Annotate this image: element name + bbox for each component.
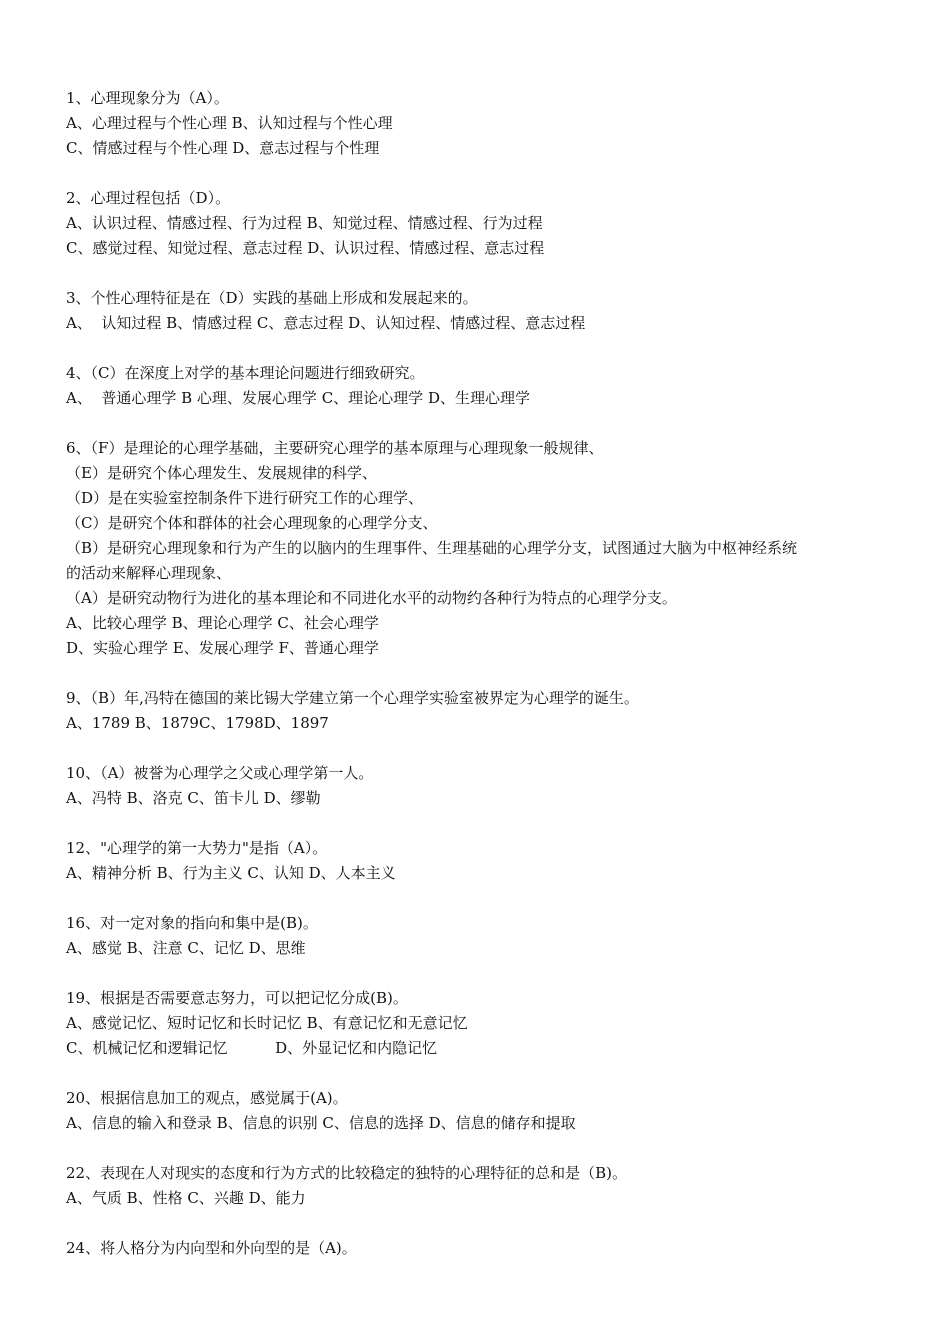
question-option-line: A、气质 B、性格 C、兴趣 D、能力 <box>66 1189 306 1207</box>
question-option-line: C、情感过程与个性心理 D、意志过程与个性理 <box>66 139 380 157</box>
document-page <box>66 86 896 1286</box>
question-block <box>66 911 896 961</box>
question-block <box>66 1236 896 1261</box>
question-option-line: A、比较心理学 B、理论心理学 C、社会心理学 <box>66 614 379 632</box>
question-stem: 24、将人格分为内向型和外向型的是（A)。 <box>66 1239 357 1257</box>
question-stem: 10、（A）被誉为心理学之父或心理学第一人。 <box>66 764 374 782</box>
question-block <box>66 286 896 336</box>
question-option-line: C、机械记忆和逻辑记忆 D、外显记忆和内隐记忆 <box>66 1039 438 1057</box>
question-block <box>66 1086 896 1136</box>
question-option-line: C、感觉过程、知觉过程、意志过程 D、认识过程、情感过程、意志过程 <box>66 239 545 257</box>
question-option-line: （A）是研究动物行为进化的基本理论和不同进化水平的动物约各种行为特点的心理学分支。 <box>66 589 677 607</box>
question-option-line: D、实验心理学 E、发展心理学 F、普通心理学 <box>66 639 379 657</box>
question-option-line: A、感觉 B、注意 C、记忆 D、思维 <box>66 939 306 957</box>
question-stem: 6、（F）是理论的心理学基础，主要研究心理学的基本原理与心理现象一般规律、 <box>66 439 604 457</box>
question-block <box>66 686 896 736</box>
question-option-line: （D）是在实验室控制条件下进行研究工作的心理学、 <box>66 489 424 507</box>
question-stem: 16、对一定对象的指向和集中是(B)。 <box>66 914 318 932</box>
question-option-line: A、信息的输入和登录 B、信息的识别 C、信息的选择 D、信息的储存和提取 <box>66 1114 576 1132</box>
question-block <box>66 986 896 1061</box>
question-block <box>66 836 896 886</box>
question-stem: 22、表现在人对现实的态度和行为方式的比较稳定的独特的心理特征的总和是（B)。 <box>66 1164 627 1182</box>
question-block <box>66 436 896 661</box>
question-stem: 12、"心理学的第一大势力"是指（A）。 <box>66 839 328 857</box>
question-stem: 2、心理过程包括（D）。 <box>66 189 231 207</box>
question-stem: 4、（C）在深度上对学的基本理论问题进行细致研究。 <box>66 364 425 382</box>
question-stem: 1、心理现象分为（A）。 <box>66 89 229 107</box>
question-option-line: A、精神分析 B、行为主义 C、认知 D、人本主义 <box>66 864 396 882</box>
question-option-line: 的活动来解释心理现象、 <box>66 564 232 582</box>
question-option-line: A、冯特 B、洛克 C、笛卡儿 D、缪勒 <box>66 789 321 807</box>
question-stem: 3、个性心理特征是在（D）实践的基础上形成和发展起来的。 <box>66 289 478 307</box>
question-option-line: （E）是研究个体心理发生、发展规律的科学、 <box>66 464 377 482</box>
question-option-line: A、认识过程、情感过程、行为过程 B、知觉过程、情感过程、行为过程 <box>66 214 543 232</box>
question-block <box>66 761 896 811</box>
question-block <box>66 1161 896 1211</box>
question-stem: 20、根据信息加工的观点，感觉属于(A)。 <box>66 1089 348 1107</box>
question-block <box>66 361 896 411</box>
question-stem: 9、（B）年,冯特在德国的莱比锡大学建立第一个心理学实验室被界定为心理学的诞生。 <box>66 689 639 707</box>
question-option-line: A、 普通心理学 B 心理、发展心理学 C、理论心理学 D、生理心理学 <box>66 389 530 407</box>
question-block <box>66 186 896 261</box>
question-option-line: A、心理过程与个性心理 B、认知过程与个性心理 <box>66 114 393 132</box>
question-option-line: A、感觉记忆、短时记忆和长时记忆 B、有意记忆和无意记忆 <box>66 1014 468 1032</box>
question-option-line: A、 认知过程 B、情感过程 C、意志过程 D、认知过程、情感过程、意志过程 <box>66 314 586 332</box>
question-option-line: （B）是研究心理现象和行为产生的以脑内的生理事件、生理基础的心理学分支，试图通过大脑为中枢神经系统 <box>66 539 798 557</box>
question-stem: 19、根据是否需要意志努力，可以把记忆分成(B)。 <box>66 989 408 1007</box>
question-option-line: （C）是研究个体和群体的社会心理现象的心理学分支、 <box>66 514 438 532</box>
question-block <box>66 86 896 161</box>
question-option-line: A、1789 B、1879C、1798D、1897 <box>66 714 329 732</box>
